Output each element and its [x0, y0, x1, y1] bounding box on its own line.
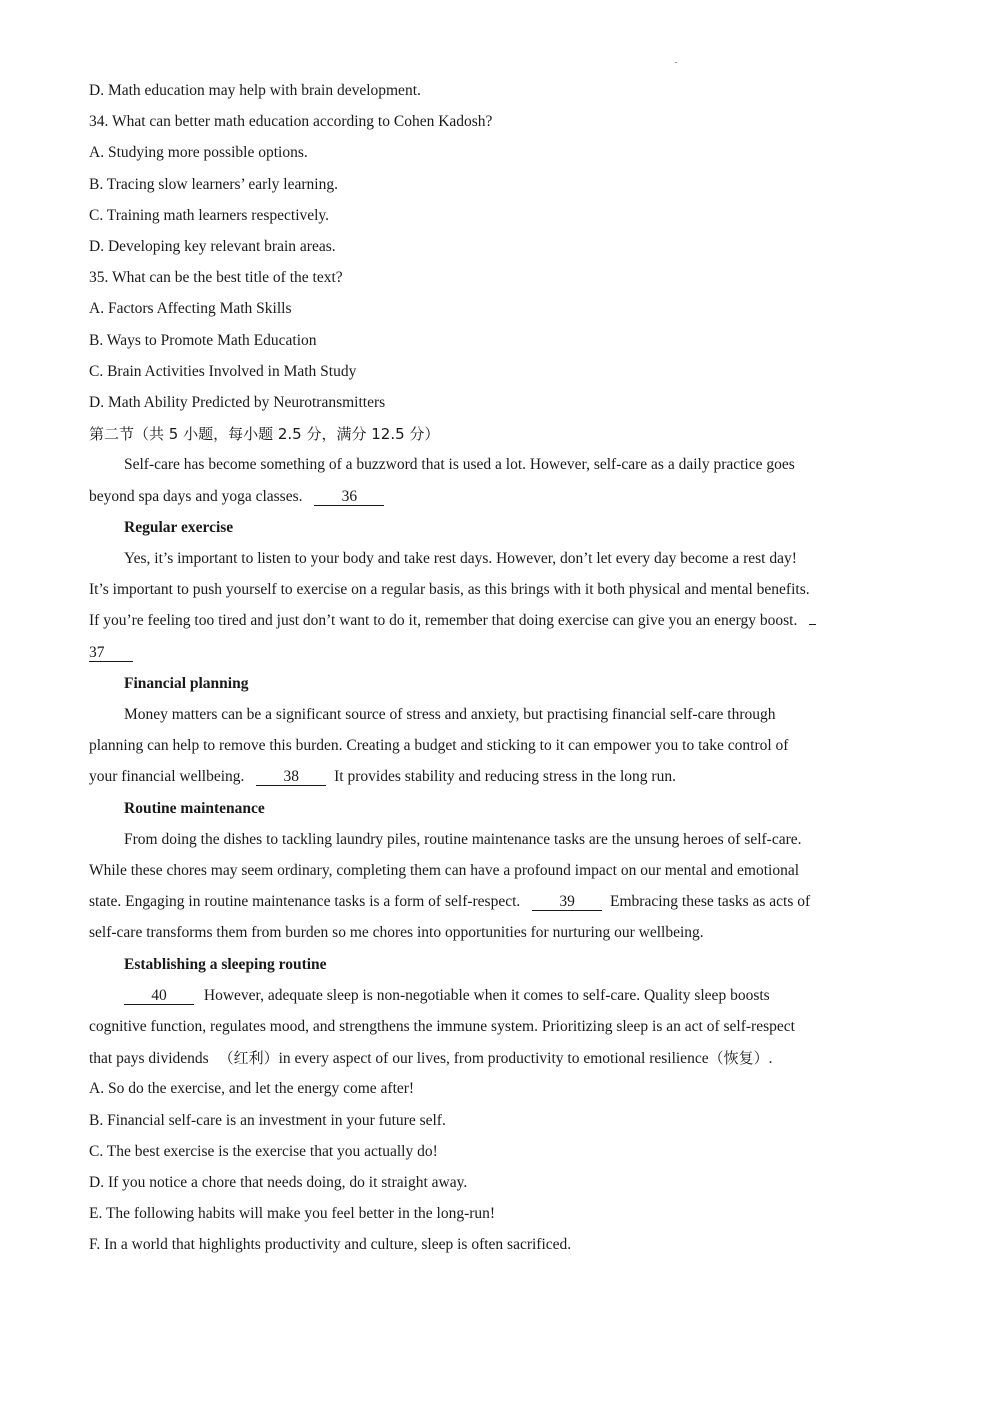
- sleep-gloss-resilience: （恢复）: [708, 1049, 769, 1067]
- q34-option-b: B. Tracing slow learners’ early learning.: [89, 176, 338, 193]
- q34-option-c: C. Training math learners respectively.: [89, 207, 330, 224]
- routine-line-3-text-b: Embracing these tasks as acts of: [610, 893, 811, 910]
- sleep-line-3-text-b: in every aspect of our lives, from productivity to emotional resilience: [278, 1050, 709, 1067]
- financial-line-1: Money matters can be a significant source of stress and anxiety, but practising financial self-care through: [124, 706, 776, 723]
- q35-option-c: C. Brain Activities Involved in Math Study: [89, 363, 357, 380]
- q35-question: 35. What can be the best title of the text?: [89, 269, 343, 286]
- financial-line-3-text-b: It provides stability and reducing stress in the long run.: [334, 768, 676, 785]
- blank-37[interactable]: 37: [89, 644, 133, 662]
- blank-36[interactable]: 36: [314, 488, 384, 506]
- financial-line-3-text-a: your financial wellbeing.: [89, 768, 245, 785]
- choice-c: C. The best exercise is the exercise that you actually do!: [89, 1143, 438, 1160]
- blank-39[interactable]: 39: [532, 893, 602, 911]
- intro-line-2: [89, 487, 384, 507]
- routine-line-4: self-care transforms them from burden so me chores into opportunities for nurturing our wellbeing.: [89, 924, 704, 941]
- exercise-line-2: It’s important to push yourself to exercise on a regular basis, as this brings with it both physical and mental benefits.: [89, 581, 810, 598]
- q33-option-d: D. Math education may help with brain development.: [89, 82, 421, 99]
- sleep-line-3: [89, 1048, 772, 1069]
- choice-e: E. The following habits will make you feel better in the long-run!: [89, 1205, 496, 1222]
- sleep-line-1-text: However, adequate sleep is non-negotiable when it comes to self-care. Quality sleep boosts: [203, 987, 770, 1004]
- exercise-line-1: Yes, it’s important to listen to your body and take rest days. However, don’t let every day become a rest day!: [124, 550, 797, 567]
- choice-a: A. So do the exercise, and let the energy come after!: [89, 1080, 415, 1097]
- intro-line-1: Self-care has become something of a buzzword that is used a lot. However, self-care as a daily practice goes: [124, 456, 795, 473]
- scan-speck: [675, 62, 677, 63]
- q34-option-a: A. Studying more possible options.: [89, 144, 308, 161]
- q34-option-d: D. Developing key relevant brain areas.: [89, 238, 336, 255]
- routine-line-1: From doing the dishes to tackling laundry piles, routine maintenance tasks are the unsung heroes of self-care.: [124, 831, 802, 848]
- routine-line-2: While these chores may seem ordinary, completing them can have a profound impact on our mental and emotional: [89, 862, 800, 879]
- choice-f: F. In a world that highlights productivity and culture, sleep is often sacrificed.: [89, 1236, 572, 1253]
- sleep-gloss-dividends: （红利）: [218, 1049, 279, 1067]
- q35-option-a: A. Factors Affecting Math Skills: [89, 300, 292, 317]
- blank-38[interactable]: 38: [256, 768, 326, 786]
- routine-line-3: [89, 892, 810, 912]
- exercise-line-4: [89, 643, 133, 663]
- choice-d: D. If you notice a chore that needs doing, do it straight away.: [89, 1174, 468, 1191]
- routine-line-3-text-a: state. Engaging in routine maintenance tasks is a form of self-respect.: [89, 893, 521, 910]
- q34-question: 34. What can better math education according to Cohen Kadosh?: [89, 113, 493, 130]
- sleep-line-3-text-a: that pays dividends: [89, 1050, 209, 1067]
- exercise-title: Regular exercise: [124, 519, 234, 536]
- financial-title: Financial planning: [124, 675, 249, 692]
- q35-option-b: B. Ways to Promote Math Education: [89, 332, 317, 349]
- sleep-line-2: cognitive function, regulates mood, and strengthens the immune system. Prioritizing sleep is an act of self-respect: [89, 1018, 795, 1035]
- section-heading: 第二节（共 5 小题，每小题 2.5 分，满分 12.5 分）: [89, 425, 440, 443]
- sleep-title: Establishing a sleeping routine: [124, 956, 327, 973]
- financial-line-3: [89, 767, 676, 787]
- q35-option-d: D. Math Ability Predicted by Neurotransmitters: [89, 394, 386, 411]
- intro-text: beyond spa days and yoga classes.: [89, 488, 303, 505]
- exercise-line-3-text: If you’re feeling too tired and just don’t want to do it, remember that doing exercise can give you an energy boost.: [89, 612, 798, 629]
- choice-b: B. Financial self-care is an investment in your future self.: [89, 1112, 446, 1129]
- exercise-line-3: [89, 611, 816, 631]
- financial-line-2: planning can help to remove this burden. Creating a budget and sticking to it can empower you to take control of: [89, 737, 789, 754]
- sleep-line-3-text-c: .: [768, 1050, 773, 1067]
- routine-title: Routine maintenance: [124, 800, 265, 817]
- blank-37-start: [809, 624, 816, 625]
- sleep-line-1: [124, 986, 770, 1006]
- blank-40[interactable]: 40: [124, 987, 194, 1005]
